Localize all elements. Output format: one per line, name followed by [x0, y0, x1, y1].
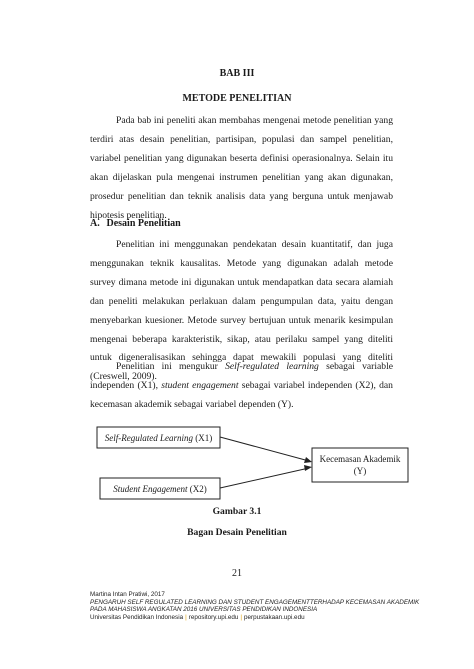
box-y-line2: (Y)	[353, 466, 367, 476]
footer-thesis-title-2: PADA MAHASISWA ANGKATAN 2016 UNIVERSITAS PENDIDIKAN INDONESIA	[90, 606, 318, 614]
box-x1-label	[105, 433, 212, 443]
footer-repository-link[interactable]: repository.upi.edu	[188, 613, 239, 621]
variables-italic-srl: Self-regulated learning	[225, 361, 319, 372]
variables-text-1: Penelitian ini mengukur	[116, 361, 226, 372]
arrow-x1-to-y	[220, 437, 309, 461]
footer-separator-2: |	[240, 613, 242, 621]
figure-title: Bagan Desain Penelitian	[187, 527, 287, 538]
box-x2-label-italic: Student Engagement	[113, 484, 188, 494]
arrow-x2-to-y	[220, 468, 309, 488]
design-paragraph: Penelitian ini menggunakan pendekatan desain kuantitatif, dan juga menggunakan teknik kausalitas. Metode yang digunakan adalah metode survey dimana metode ini digunakan untuk mendapatkan data secara alamiah dan peneliti melakukan perlakuan dalam pengumpulan data, yaitu dengan menyebarkan kuesioner. Metode survey bertujuan untuk menarik kesimpulan mengenai beberapa karakteristik, sikap, atau perilaku sampel yang diteliti untuk digeneralisasikan sehingga dapat mewakili populasi yang diteliti (Creswell, 2009).	[90, 239, 393, 383]
box-x1-label-italic: Self-Regulated Learning	[104, 433, 193, 443]
chapter-number: BAB III	[219, 68, 255, 79]
box-x2-label	[113, 484, 206, 494]
arrowhead-x1-to-y	[304, 457, 312, 463]
variables-text-3: sebagai variabel independen (X2), dan kecemasan akademik sebagai variabel dependen (Y).	[90, 379, 393, 410]
chapter-title: METODE PENELITIAN	[182, 93, 292, 104]
box-x2-label-suffix: (X2)	[187, 484, 207, 494]
footer-separator-1: |	[185, 613, 187, 621]
page-number: 21	[232, 568, 242, 579]
footer-library-link[interactable]: perpustakaan.upi.edu	[244, 613, 305, 621]
section-title: Desain Penelitian	[106, 218, 181, 229]
variables-italic-engagement: student engagement	[161, 379, 239, 391]
variables-text-2: sebagai variable independen (X1),	[90, 361, 393, 391]
footer-university: Universitas Pendidikan Indonesia	[90, 613, 184, 621]
box-y-line1: Kecemasan Akademik	[319, 454, 401, 464]
section-number: A.	[90, 218, 100, 229]
figure-number: Gambar 3.1	[212, 506, 262, 517]
box-x1-label-suffix: (X1)	[192, 433, 213, 443]
arrowhead-x2-to-y	[304, 465, 312, 471]
page-footer	[90, 591, 420, 621]
footer-thesis-title-1: PENGARUH SELF REGULATED LEARNING DAN STUDENT ENGAGEMENTTERHADAP KECEMASAN AKADEMIK	[90, 598, 420, 606]
footer-links	[90, 614, 305, 621]
intro-paragraph: Pada bab ini peneliti akan membahas mengenai metode penelitian yang terdiri atas desain penelitian, partisipan, populasi dan sampel penelitian, variabel penelitian yang digunakan beserta definisi operasionalnya. Selain itu akan dijelaskan pula mengenai instrumen penelitian yang akan digunakan, prosedur penelitian dan teknik analisis data yang berguna untuk menjawab hipotesis penelitian.	[90, 115, 393, 221]
footer-author: Martina Intan Pratiwi, 2017	[90, 591, 165, 598]
